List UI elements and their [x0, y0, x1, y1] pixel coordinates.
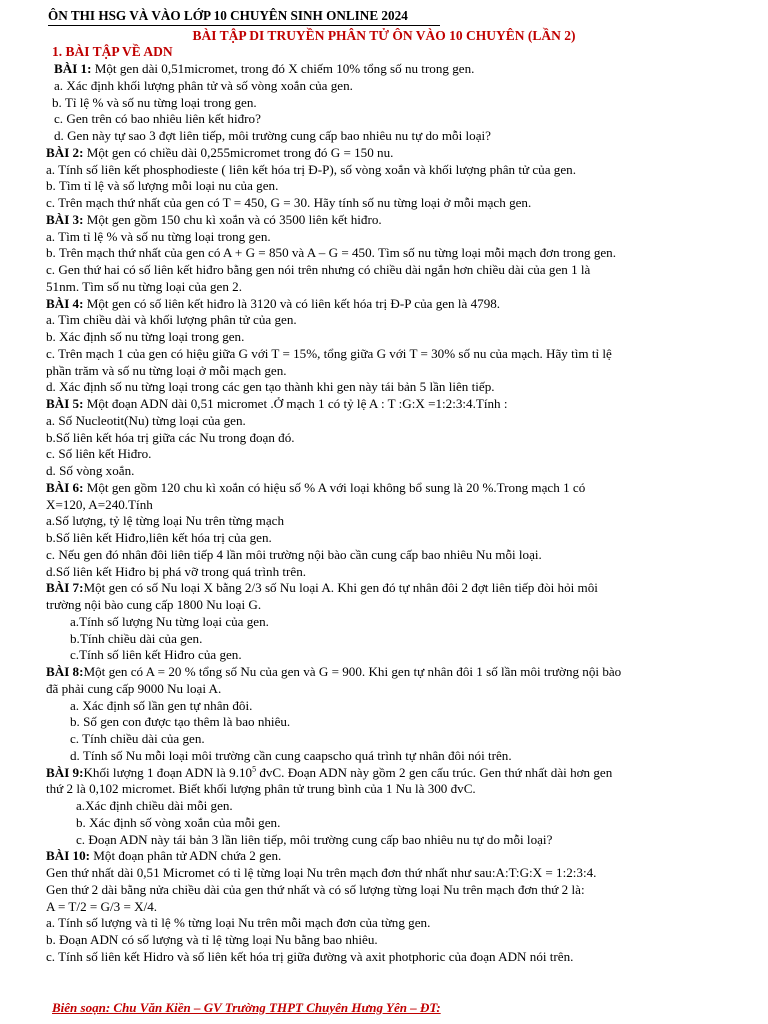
exercise-text-line [0, 262, 768, 279]
exercise-heading-line [0, 61, 768, 78]
exercise-text-line [0, 497, 768, 514]
exercise-text-line [0, 865, 768, 882]
exercise-number: BÀI 2: [46, 144, 84, 160]
exercise-number: BÀI 1: [54, 61, 92, 76]
line-text: Khối lượng 1 đoạn ADN là 9.10 [83, 764, 253, 780]
exercise-number: BÀI 8: [46, 664, 84, 679]
line-text: a. Tìm tỉ lệ % và số nu từng loại trong gen. [46, 228, 271, 244]
line-text: d. Xác định số nu từng loại trong các gen tạo thành khi gen này tái bản 5 lần liên tiếp. [46, 379, 495, 395]
line-text: Gen thứ nhất dài 0,51 Micromet có tỉ lệ từng loại Nu trên mạch đơn thứ nhất như sau:A:T:G:X = 1:2:3:4. [46, 865, 597, 880]
exercise-heading-line [0, 396, 768, 413]
exercise-text-line [0, 513, 768, 530]
line-text: b. Đoạn ADN có số lượng và tỉ lệ từng loại Nu bằng bao nhiêu. [46, 932, 378, 947]
exercise-text-line [0, 647, 768, 664]
exercise-text-line [0, 463, 768, 480]
exercise-text-line [0, 279, 768, 296]
line-text: c.Tính số liên kết Hiđro của gen. [70, 647, 242, 663]
exercise-heading-line [0, 765, 768, 782]
exercise-text-line [0, 798, 768, 815]
exercise-text-line [0, 78, 768, 95]
exercise-text-line [0, 128, 768, 145]
exercise-text-line [0, 631, 768, 648]
exercise-heading-line [0, 145, 768, 162]
page-header: ÔN THI HSG VÀ VÀO LỚP 10 CHUYÊN SINH ONLINE 2024 [48, 8, 440, 26]
line-text: c. Tính số liên kết Hidro và số liên kết hóa trị giữa đường và axit photphoric của đoạn ADN nói trên. [46, 948, 574, 964]
exercise-heading-line [0, 848, 768, 865]
line-text: b. Số gen con được tạo thêm là bao nhiêu. [70, 714, 291, 730]
exercise-text-line [0, 363, 768, 380]
line-text: Một gen có số Nu loại X bằng 2/3 số Nu loại A. Khi gen đó tự nhân đôi 2 đợt liên tiếp đòi hỏi môi [83, 580, 598, 596]
exercise-heading-line [0, 480, 768, 497]
exercise-text-line [0, 530, 768, 547]
line-text: a. Tính số liên kết phosphodieste ( liên kết hóa trị Đ-P), số vòng xoắn và khối lượng phân tử của gen. [46, 161, 576, 177]
line-text: c. Gen trên có bao nhiêu liên kết hiđro? [54, 111, 261, 127]
line-text-after: đvC. Đoạn ADN này gồm 2 gen cấu trúc. Gen thứ nhất dài hơn gen [256, 764, 613, 780]
line-text: c. Trên mạch 1 của gen có hiệu giữa G với T = 15%, tổng giữa G với T = 30% số nu của mạch. Hãy tìm tỉ lệ [46, 345, 612, 361]
exercise-heading-line [0, 664, 768, 681]
exercise-number: BÀI 6: [46, 479, 84, 495]
exercise-number: BÀI 5: [46, 396, 84, 411]
exercise-text-line [0, 178, 768, 195]
exercise-text-line [0, 329, 768, 346]
line-text: b. Trên mạch thứ nhất của gen có A + G = 850 và A – G = 450. Tìm số nu từng loại mỗi mạch đơn trong gen. [46, 245, 616, 261]
exercise-text-line [0, 681, 768, 698]
exercise-text-line [0, 698, 768, 715]
line-text: b.Số liên kết Hiđro,liên kết hóa trị của gen. [46, 530, 272, 545]
exercise-text-line [0, 162, 768, 179]
line-text: Một đoạn ADN dài 0,51 micromet .Ở mạch 1 có tỷ lệ A : T :G:X =1:2:3:4.Tính : [83, 396, 508, 411]
line-text: Một gen dài 0,51micromet, trong đó X chiếm 10% tổng số nu trong gen. [91, 61, 475, 76]
line-text: b. Tìm tỉ lệ và số lượng mỗi loại nu của gen. [46, 178, 279, 194]
exercise-text-line [0, 312, 768, 329]
line-text: d. Số vòng xoắn. [46, 463, 135, 478]
exercise-text-line [0, 111, 768, 128]
line-text: c. Trên mạch thứ nhất của gen có T = 450, G = 30. Hãy tính số nu từng loại ở mỗi mạch gen. [46, 195, 532, 210]
line-text: a. Xác định số lần gen tự nhân đôi. [70, 697, 253, 713]
line-text: a.Tính số lượng Nu từng loại của gen. [70, 613, 269, 629]
line-text: b. Tỉ lệ % và số nu từng loại trong gen. [52, 94, 257, 110]
exercise-text-line [0, 195, 768, 212]
page-footer: Biên soạn: Chu Văn Kiền – GV Trường THPT Chuyên Hưng Yên – ĐT: [52, 1000, 441, 1015]
exercise-text-line [0, 95, 768, 112]
line-text: a.Xác định chiều dài mỗi gen. [76, 798, 233, 813]
exercise-text-line [0, 564, 768, 581]
exercise-number: BÀI 9: [46, 764, 84, 780]
line-text: c. Tính chiều dài của gen. [70, 731, 205, 746]
exercise-text-line [0, 714, 768, 731]
line-text: a. Tìm chiều dài và khối lượng phân tử của gen. [46, 312, 297, 328]
line-text: Một gen gồm 150 chu kì xoắn và có 3500 liên kết hiđro. [83, 211, 382, 227]
exercise-text-line [0, 245, 768, 262]
section-heading: 1. BÀI TẬP VỀ ADN [52, 44, 173, 59]
exercise-text-line [0, 932, 768, 949]
line-text: b.Số liên kết hóa trị giữa các Nu trong đoạn đó. [46, 429, 295, 445]
exercise-text-line [0, 547, 768, 564]
line-text: Gen thứ 2 dài bằng nửa chiều dài của gen thứ nhất và có số lượng từng loại Nu trên mạch đơn thứ 2 là: [46, 881, 585, 897]
exercise-number: BÀI 4: [46, 295, 84, 311]
superscript: 5 [252, 764, 257, 774]
exercise-text-line [0, 899, 768, 916]
line-text: b.Tính chiều dài của gen. [70, 630, 203, 646]
exercise-text-line [0, 346, 768, 363]
line-text: b. Xác định số vòng xoắn của mỗi gen. [76, 814, 281, 830]
exercise-text-line [0, 882, 768, 899]
line-text: a.Số lượng, tỷ lệ từng loại Nu trên từng mạch [46, 513, 285, 529]
exercise-text-line [0, 781, 768, 798]
exercise-text-line [0, 446, 768, 463]
exercise-text-line [0, 731, 768, 748]
exercise-text-line [0, 430, 768, 447]
exercise-text-line [0, 229, 768, 246]
exercise-text-line [0, 413, 768, 430]
line-text: Một đoạn phân tử ADN chứa 2 gen. [90, 848, 282, 864]
line-text: X=120, A=240.Tính [46, 496, 153, 512]
exercise-number: BÀI 7: [46, 580, 84, 596]
line-text: đã phải cung cấp 9000 Nu loại A. [46, 680, 222, 696]
exercise-number: BÀI 10: [46, 848, 91, 864]
line-text: Một gen gồm 120 chu kì xoắn có hiệu số % A với loại không bổ sung là 20 %.Trong mạch 1 có [83, 479, 586, 495]
line-text: d. Tính số Nu mỗi loại môi trường cần cung caapscho quá trình tự nhân đôi nói trên. [70, 747, 512, 763]
line-text: a. Số Nucleotit(Nu) từng loại của gen. [46, 412, 246, 428]
line-text: Một gen có A = 20 % tổng số Nu của gen và G = 900. Khi gen tự nhân đôi 1 số lần môi trường nội bào [83, 664, 622, 679]
line-text: b. Xác định số nu từng loại trong gen. [46, 329, 245, 344]
exercise-text-line [0, 597, 768, 614]
line-text: trường nội bào cung cấp 1800 Nu loại G. [46, 597, 262, 612]
exercise-heading-line [0, 580, 768, 597]
line-text: d. Gen này tự sao 3 đợt liên tiếp, môi trường cung cấp bao nhiêu nu tự do mỗi loại? [54, 128, 491, 143]
exercise-text-line [0, 949, 768, 966]
line-text: thứ 2 là 0,102 micromet. Biết khối lượng phân tử trung bình của 1 Nu là 300 đvC. [46, 781, 476, 797]
exercise-text-line [0, 832, 768, 849]
line-text: c. Gen thứ hai có số liên kết hiđro bằng gen nói trên nhưng có chiều dài ngắn hơn chiều dài của gen 1 là [46, 262, 591, 277]
line-text: c. Nếu gen đó nhân đôi liên tiếp 4 lần môi trường nội bào cần cung cấp bao nhiêu Nu mỗi loại. [46, 546, 542, 562]
line-text: c. Đoạn ADN này tái bản 3 lần liên tiếp, môi trường cung cấp bao nhiêu nu tự do mỗi loại? [76, 831, 553, 847]
line-text: Một gen có số liên kết hiđro là 3120 và có liên kết hóa trị Đ-P của gen là 4798. [83, 295, 501, 311]
line-text: a. Xác định khối lượng phân tử và số vòng xoắn của gen. [54, 77, 353, 93]
exercise-heading-line [0, 212, 768, 229]
exercise-heading-line [0, 296, 768, 313]
line-text: c. Số liên kết Hiđro. [46, 446, 152, 462]
exercise-list [0, 61, 768, 966]
line-text: Một gen có chiều dài 0,255micromet trong đó G = 150 nu. [83, 144, 394, 160]
document-title: BÀI TẬP DI TRUYỀN PHÂN TỬ ÔN VÀO 10 CHUYÊN (LẦN 2) [192, 28, 576, 43]
line-text: A = T/2 = G/3 = X/4. [46, 898, 158, 914]
exercise-text-line [0, 379, 768, 396]
exercise-text-line [0, 748, 768, 765]
line-text: 51nm. Tìm số nu từng loại của gen 2. [46, 278, 242, 294]
line-text: d.Số liên kết Hiđro bị phá vỡ trong quá trình trên. [46, 563, 307, 579]
exercise-number: BÀI 3: [46, 211, 84, 227]
exercise-text-line [0, 815, 768, 832]
exercise-text-line [0, 915, 768, 932]
line-text: a. Tính số lượng và tỉ lệ % từng loại Nu trên mỗi mạch đơn của từng gen. [46, 915, 431, 931]
exercise-text-line [0, 614, 768, 631]
line-text: phần trăm và số nu từng loại ở mỗi mạch gen. [46, 362, 287, 378]
